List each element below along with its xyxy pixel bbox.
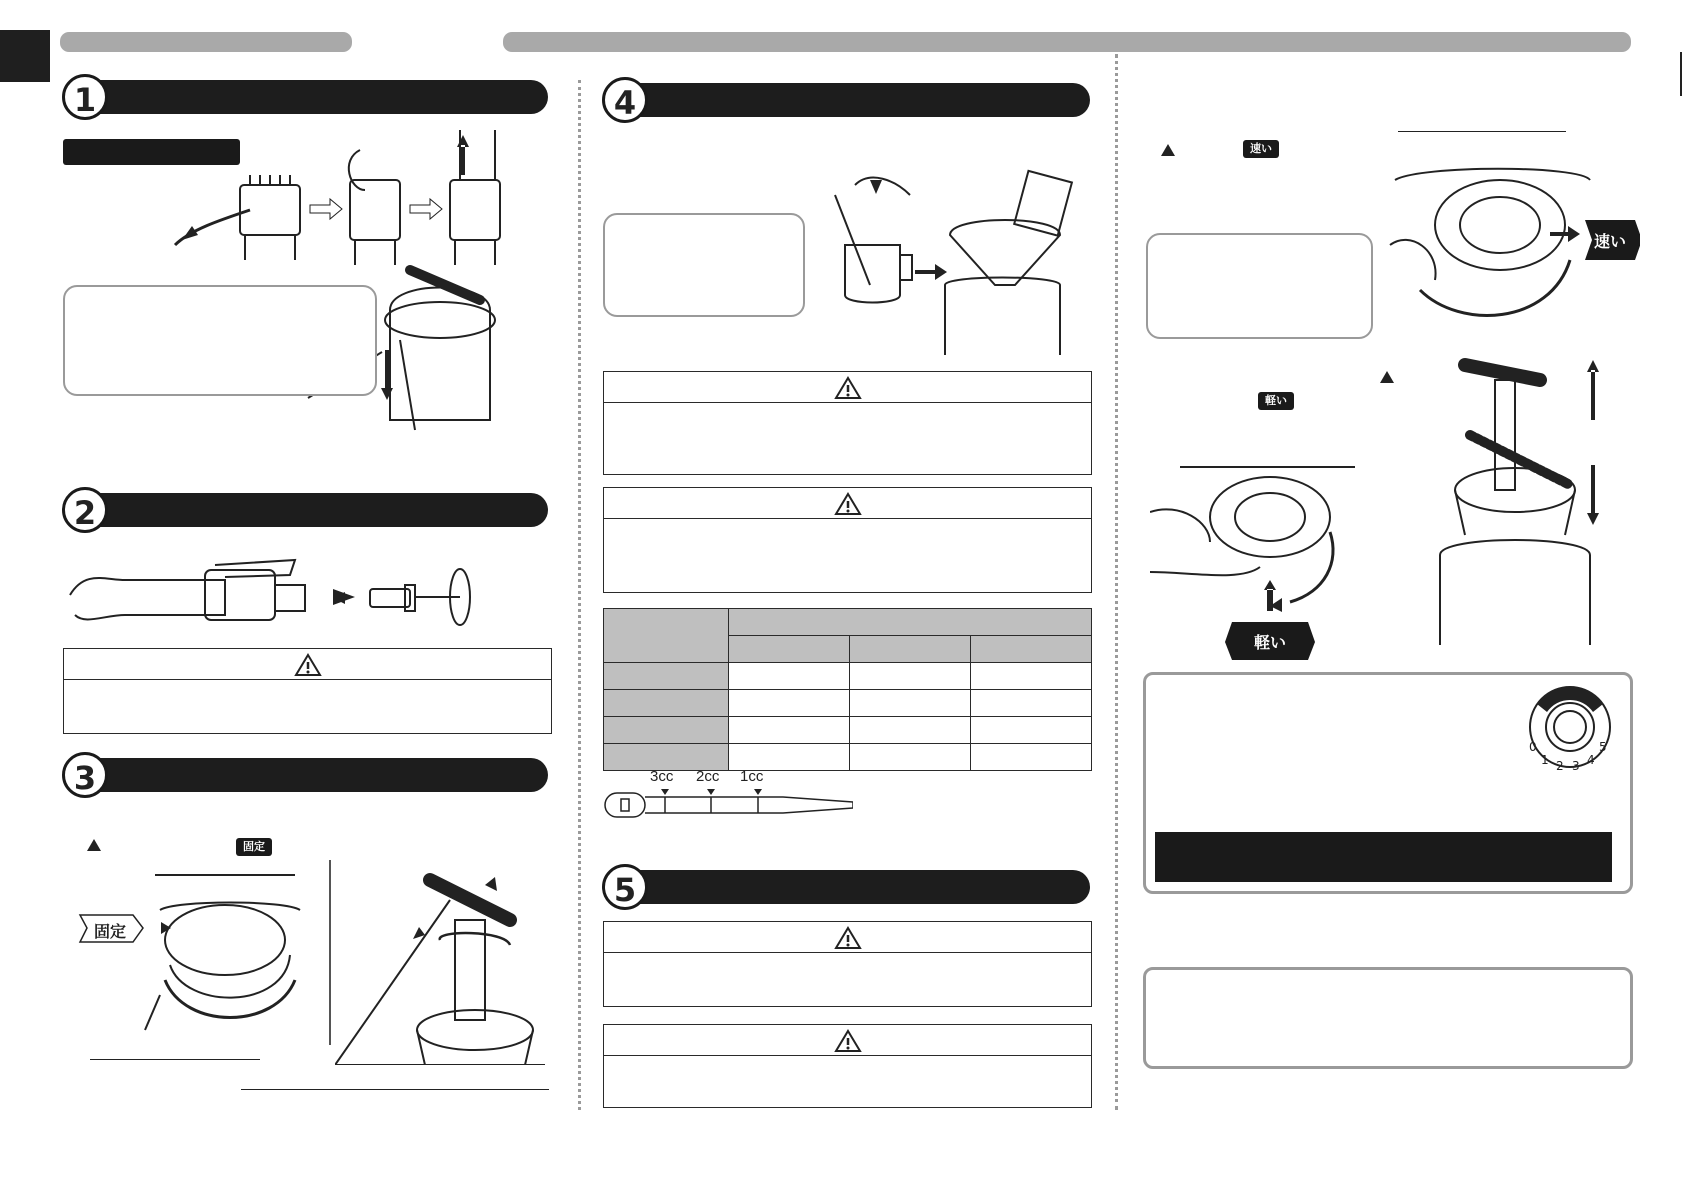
triangle-marker-icon [86,838,102,852]
step-3-divider [329,860,331,1045]
triangle-marker-icon [1379,370,1395,384]
warning-triangle-icon [294,653,322,677]
step-2-number: 2 [62,487,108,533]
fast-chip: 速い [1243,140,1279,158]
mixing-illustration [800,165,1100,355]
hose-connection-illustration [65,555,505,635]
dial-number-2: 2 [1556,759,1564,773]
warning-triangle-icon [834,926,862,950]
dial-number-5: 5 [1599,740,1607,754]
step-5-header [620,870,1090,904]
step-3-header [80,758,548,792]
step-2-header [80,493,548,527]
dial-number-0: 0 [1529,740,1537,754]
step-4-warning-box-2 [603,487,1092,593]
top-bar-right [503,32,1631,52]
step-4-header [620,83,1090,117]
fixed-label: 固定 [93,922,126,941]
step-5-number: 5 [602,864,648,910]
table-row [604,744,1092,771]
step-5-warning-box-2 [603,1024,1092,1108]
corner-tab [0,30,50,82]
column-divider-1 [578,80,581,1110]
step-4-callout [603,213,805,317]
light-chip: 軽い [1258,392,1294,410]
warning-triangle-icon [834,1029,862,1053]
step-3-number: 3 [62,752,108,798]
warning-triangle-icon [834,376,862,400]
dial-lock-illustration [75,870,325,1060]
fast-label: 速い [1593,232,1626,251]
warning-triangle-icon [834,492,862,516]
dial-info-black-bar [1155,832,1612,882]
step-5-warning-box-1 [603,921,1092,1007]
column-divider-2 [1115,54,1118,1110]
dropper-illustration [603,785,853,825]
step-2-warning-box [63,648,552,734]
pump-stroke-illustration [1430,355,1610,645]
step-1-callout [63,285,377,396]
step-1-number: 1 [62,74,108,120]
step-3-underline [241,1089,549,1090]
step-4-warning-box-1 [603,371,1092,475]
table-row [604,690,1092,717]
step-4-number: 4 [602,77,648,123]
dial-number-4: 4 [1587,753,1595,767]
step-1-header [80,80,548,114]
dropper-mark-2cc: 2cc [696,768,720,785]
fixed-chip: 固定 [236,838,272,856]
light-label: 軽い [1253,633,1286,652]
dropper-mark-1cc: 1cc [740,768,764,785]
handle-rotate-illustration [335,870,545,1065]
right-top-rule [1398,131,1566,132]
table-row [604,717,1092,744]
page-edge-mark [1680,52,1682,96]
pressure-callout [1146,233,1373,339]
top-bar-left [60,32,352,52]
triangle-marker-icon [1160,143,1176,157]
table-row [604,663,1092,690]
bottom-note-panel [1143,967,1633,1069]
dropper-mark-3cc: 3cc [650,768,674,785]
dial-number-1: 1 [1541,753,1549,767]
pressure-dial-icon [1525,682,1615,772]
dial-number-3: 3 [1572,759,1580,773]
dilution-table [603,608,1092,771]
table-row [604,609,1092,636]
